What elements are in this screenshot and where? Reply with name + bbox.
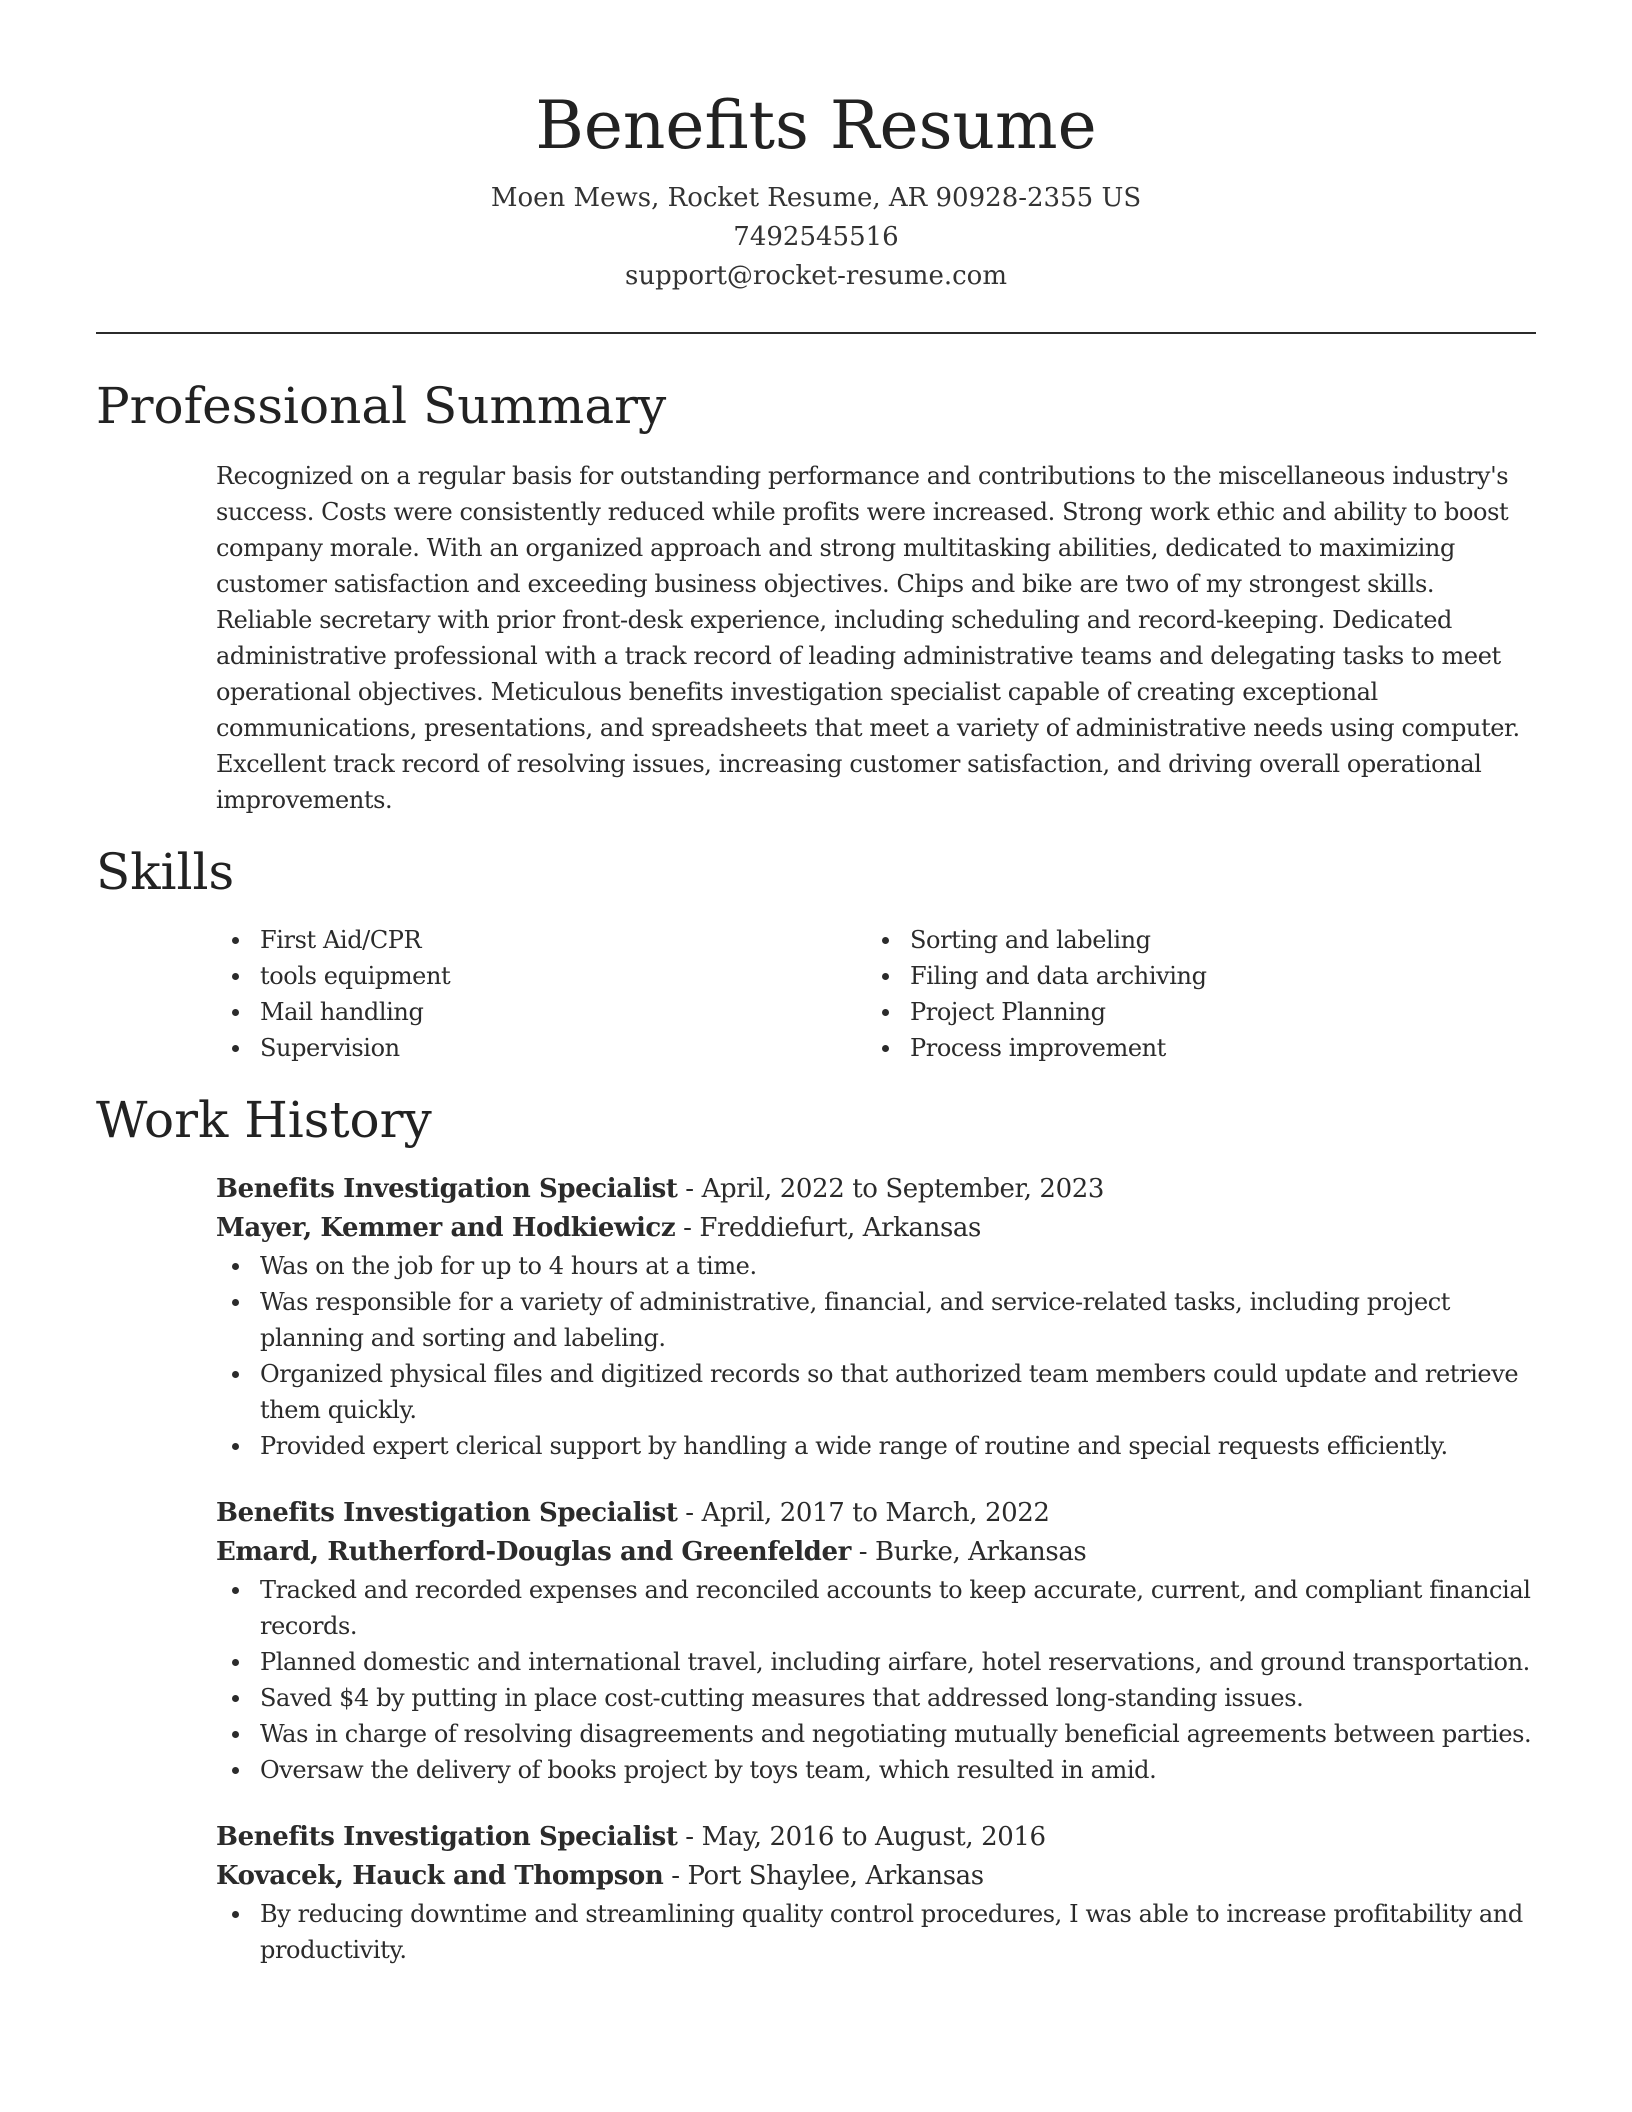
separator: - bbox=[675, 1213, 700, 1243]
skills-list-right bbox=[866, 922, 1516, 1066]
skill-item: Supervision bbox=[260, 1030, 866, 1066]
job-dates: April, 2022 to September, 2023 bbox=[701, 1174, 1105, 1204]
job-bullet-list bbox=[216, 1896, 1536, 1968]
job-title-line bbox=[216, 1494, 1536, 1533]
job-bullet: By reducing downtime and streamlining quality control procedures, I was able to increase profitability and productivity. bbox=[260, 1896, 1536, 1968]
separator: - bbox=[677, 1498, 702, 1528]
job-entry bbox=[216, 1170, 1536, 1464]
skills-column-right bbox=[866, 922, 1516, 1066]
job-bullet: Was on the job for up to 4 hours at a time. bbox=[260, 1248, 1536, 1284]
job-company: Mayer, Kemmer and Hodkiewicz bbox=[216, 1213, 676, 1243]
separator: - bbox=[677, 1174, 702, 1204]
work-history-heading: Work History bbox=[96, 1091, 432, 1149]
separator: - bbox=[677, 1822, 702, 1852]
contact-phone: 7492545516 bbox=[733, 222, 899, 252]
work-history-section bbox=[96, 1170, 1536, 1968]
job-bullet: Provided expert clerical support by handling a wide range of routine and special requests efficiently. bbox=[260, 1428, 1536, 1464]
job-title-line bbox=[216, 1170, 1536, 1209]
job-title: Benefits Investigation Specialist bbox=[216, 1174, 678, 1204]
contact-email: support@rocket-resume.com bbox=[624, 261, 1007, 291]
contact-address: Moen Mews, Rocket Resume, AR 90928-2355 US bbox=[490, 183, 1142, 213]
skill-item: Project Planning bbox=[910, 994, 1516, 1030]
job-location: Freddiefurt, Arkansas bbox=[699, 1213, 981, 1243]
skill-item: First Aid/CPR bbox=[260, 922, 866, 958]
resume-name: Benefits Resume bbox=[535, 87, 1097, 164]
skill-item: Process improvement bbox=[910, 1030, 1516, 1066]
job-dates: April, 2017 to March, 2022 bbox=[701, 1498, 1050, 1528]
job-bullet: Tracked and recorded expenses and reconciled accounts to keep accurate, current, and compliant financial records. bbox=[260, 1572, 1536, 1644]
skills-column-left bbox=[216, 922, 866, 1066]
job-bullet-list bbox=[216, 1572, 1536, 1788]
job-location: Burke, Arkansas bbox=[875, 1537, 1087, 1567]
skills-grid bbox=[216, 922, 1536, 1066]
skill-item: Mail handling bbox=[260, 994, 866, 1030]
job-bullet: Planned domestic and international travel, including airfare, hotel reservations, and ground transportation. bbox=[260, 1644, 1536, 1680]
job-title: Benefits Investigation Specialist bbox=[216, 1498, 678, 1528]
separator: - bbox=[850, 1537, 876, 1567]
job-bullet: Oversaw the delivery of books project by toys team, which resulted in amid. bbox=[260, 1752, 1536, 1788]
job-company: Kovacek, Hauck and Thompson bbox=[216, 1861, 664, 1891]
job-entry bbox=[216, 1494, 1536, 1788]
summary-text: Recognized on a regular basis for outstanding performance and contributions to the miscellaneous industry's success. Costs were consistently reduced while profits were increased. Strong work ethic and ability to boost company morale. With an organized approach and strong multitasking abilities, dedicated to maximizing customer satisfaction and exceeding business objectives. Chips and bike are two of my strongest skills. Reliable secretary with prior front-desk experience, including scheduling and record-keeping. Dedicated administrative professional with a track record of leading administrative teams and delegating tasks to meet operational objectives. Meticulous benefits investigation specialist capable of creating exceptional communications, presentations, and spreadsheets that meet a variety of administrative needs using computer. Excellent track record of resolving issues, increasing customer satisfaction, and driving overall operational improvements. bbox=[216, 462, 1520, 814]
header-divider bbox=[96, 332, 1536, 334]
job-bullet: Saved $4 by putting in place cost-cutting measures that addressed long-standing issues. bbox=[260, 1680, 1536, 1716]
job-bullet: Organized physical files and digitized records so that authorized team members could update and retrieve them quickly. bbox=[260, 1356, 1536, 1428]
skill-item: tools equipment bbox=[260, 958, 866, 994]
summary-section bbox=[96, 458, 1536, 818]
job-company-line bbox=[216, 1857, 1536, 1896]
job-bullet: Was in charge of resolving disagreements and negotiating mutually beneficial agreements between parties. bbox=[260, 1716, 1536, 1752]
job-company: Emard, Rutherford-Douglas and Greenfelder bbox=[216, 1537, 851, 1567]
contact-block bbox=[96, 179, 1536, 296]
job-entry bbox=[216, 1818, 1536, 1968]
job-title-line bbox=[216, 1818, 1536, 1857]
job-bullet-list bbox=[216, 1248, 1536, 1464]
skill-item: Filing and data archiving bbox=[910, 958, 1516, 994]
job-bullet: Was responsible for a variety of administrative, financial, and service-related tasks, including project planning and sorting and labeling. bbox=[260, 1284, 1536, 1356]
skills-section bbox=[96, 922, 1536, 1066]
summary-heading: Professional Summary bbox=[96, 377, 667, 435]
job-dates: May, 2016 to August, 2016 bbox=[701, 1822, 1046, 1852]
skills-list-left bbox=[216, 922, 866, 1066]
skill-item: Sorting and labeling bbox=[910, 922, 1516, 958]
job-company-line bbox=[216, 1533, 1536, 1572]
skills-heading: Skills bbox=[96, 843, 235, 901]
resume-header bbox=[96, 0, 1536, 296]
separator: - bbox=[663, 1861, 688, 1891]
job-title: Benefits Investigation Specialist bbox=[216, 1822, 678, 1852]
job-location: Port Shaylee, Arkansas bbox=[687, 1861, 984, 1891]
job-company-line bbox=[216, 1209, 1536, 1248]
